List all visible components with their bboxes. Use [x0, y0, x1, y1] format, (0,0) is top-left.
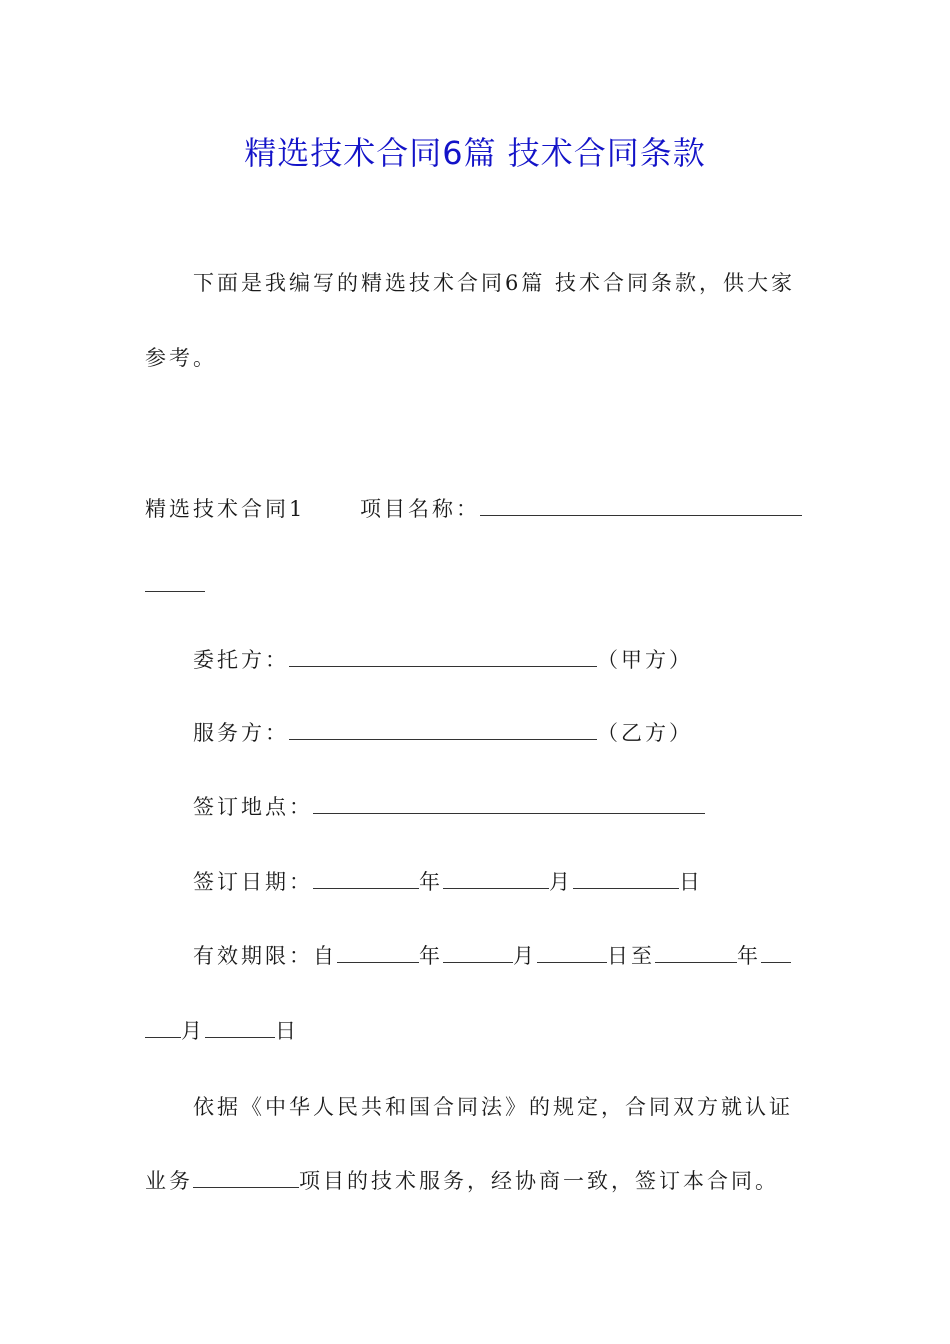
intro-line-2: 参考。	[145, 346, 217, 370]
date-day-unit: 日	[679, 870, 703, 894]
client-label: 委托方：	[193, 648, 289, 672]
basis-line-1: 依据《中华人民共和国合同法》的规定，合同双方就认证	[193, 1095, 793, 1119]
intro-line-1: 下面是我编写的精选技术合同6篇 技术合同条款，供大家	[193, 271, 796, 295]
validity-from-month-blank	[443, 942, 513, 963]
place-row	[193, 792, 705, 822]
validity-to-month-unit: 月	[181, 1019, 205, 1043]
date-month-unit: 月	[549, 870, 573, 894]
contract-heading-row	[145, 494, 305, 524]
basis-project-blank	[193, 1167, 299, 1188]
date-label: 签订日期：	[193, 870, 313, 894]
validity-from-year-unit: 年	[419, 944, 443, 968]
basis-suffix: 项目的技术服务，经协商一致，签订本合同。	[299, 1169, 779, 1193]
validity-from-year-blank	[337, 942, 419, 963]
provider-label: 服务方：	[193, 721, 289, 745]
date-day-blank	[573, 868, 679, 889]
client-suffix: （甲方）	[597, 648, 693, 672]
place-blank	[313, 793, 705, 814]
provider-suffix: （乙方）	[597, 721, 693, 745]
validity-to-year-unit: 年	[737, 944, 761, 968]
basis-line-2	[145, 1166, 779, 1196]
client-blank	[289, 646, 597, 667]
validity-to-day-unit: 日	[275, 1019, 299, 1043]
validity-from-day-blank	[537, 942, 607, 963]
project-name-continuation	[145, 570, 205, 600]
project-name-row	[360, 494, 802, 524]
validity-to-month-blank-cont	[145, 1017, 181, 1038]
project-name-blank	[480, 495, 802, 516]
provider-row	[193, 718, 693, 748]
date-year-blank	[313, 868, 419, 889]
project-name-blank-cont	[145, 571, 205, 592]
page-title: 精选技术合同6篇 技术合同条款	[244, 134, 706, 172]
validity-row-continuation	[145, 1016, 299, 1046]
validity-label: 有效期限：自	[193, 944, 337, 968]
project-name-label: 项目名称：	[360, 497, 480, 521]
validity-day-to: 日至	[607, 944, 655, 968]
date-month-blank	[443, 868, 549, 889]
validity-to-month-blank	[761, 942, 791, 963]
validity-to-year-blank	[655, 942, 737, 963]
validity-to-day-blank	[205, 1017, 275, 1038]
validity-from-month-unit: 月	[513, 944, 537, 968]
validity-row	[193, 941, 791, 971]
date-year-unit: 年	[419, 870, 443, 894]
provider-blank	[289, 719, 597, 740]
contract-heading: 精选技术合同1	[145, 497, 306, 521]
place-label: 签订地点：	[193, 795, 313, 819]
client-row	[193, 645, 693, 675]
date-row	[193, 867, 703, 897]
basis-prefix: 业务	[145, 1169, 193, 1193]
